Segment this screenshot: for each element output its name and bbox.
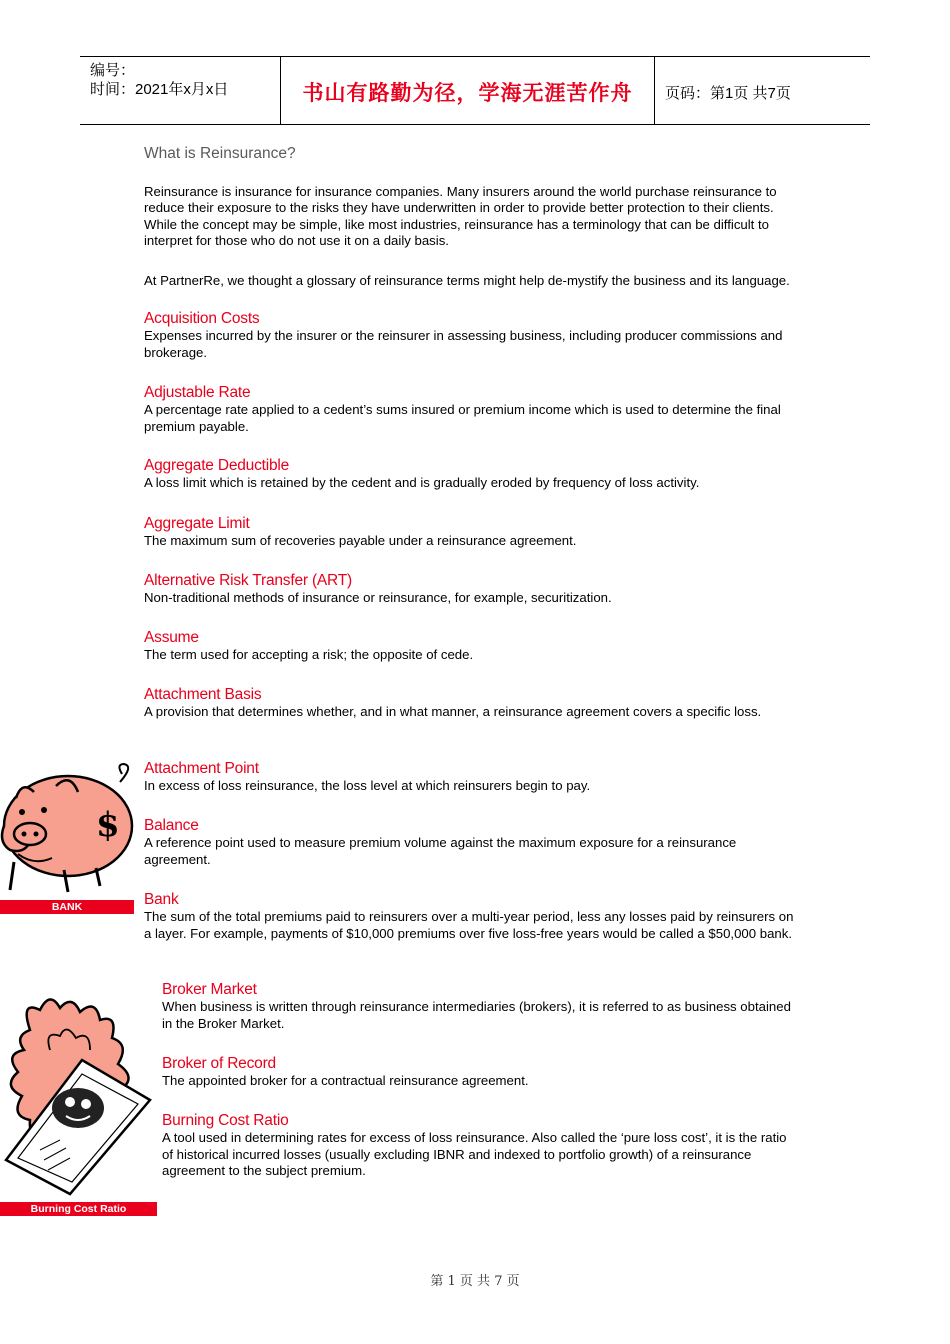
term-name: Assume [144, 629, 199, 646]
term-name: Aggregate Deductible [144, 457, 290, 474]
glossary-term [162, 1112, 794, 1180]
term-definition: The maximum sum of recoveries payable under a reinsurance agreement. [144, 533, 577, 548]
term-definition: Expenses incurred by the insurer or the reinsurer in assessing business, including producer commissions and brokerage. [144, 328, 783, 360]
glossary-term [144, 817, 794, 868]
page-title: What is Reinsurance? [144, 145, 296, 162]
intro-section [144, 146, 794, 289]
term-name: Attachment Basis [144, 686, 262, 703]
svg-text:$: $ [96, 805, 120, 845]
term-definition: A reference point used to measure premium volume against the maximum exposure for a reinsurance agreement. [144, 835, 737, 867]
glossary-term [144, 686, 794, 721]
term-name: Balance [144, 817, 199, 834]
header-page-info: 页码：第1页 共7页 [665, 85, 791, 102]
term-definition: The sum of the total premiums paid to reinsurers over a multi-year period, less any losses paid by reinsurers on a layer. For example, payments of $10,000 premiums over five loss-free years would be called a $50,000 bank. [144, 909, 794, 941]
term-name: Burning Cost Ratio [162, 1112, 289, 1129]
intro-paragraph: At PartnerRe, we thought a glossary of reinsurance terms might help de-mystify the business and its language. [144, 272, 790, 288]
document-header [80, 56, 870, 125]
glossary-term [144, 310, 794, 361]
term-definition: A provision that determines whether, and in what manner, a reinsurance agreement covers a specific loss. [144, 704, 762, 719]
piggy-bank-illustration [0, 758, 140, 898]
term-definition: A percentage rate applied to a cedent’s sums insured or premium income which is used to determine the final premium payable. [144, 402, 781, 434]
glossary-term [144, 629, 794, 664]
burning-money-illustration [0, 990, 158, 1202]
piggy-bank-icon [0, 758, 140, 898]
burning-cost-caption: Burning Cost Ratio [0, 1202, 157, 1216]
term-name: Attachment Point [144, 760, 259, 777]
header-motto: 书山有路勤为径，学海无涯苦作舟 [281, 57, 655, 124]
term-name: Bank [144, 891, 179, 908]
glossary-term [144, 515, 794, 550]
bank-caption: BANK [0, 900, 134, 914]
term-name: Alternative Risk Transfer (ART) [144, 572, 352, 589]
glossary-term [144, 760, 794, 795]
term-definition: A tool used in determining rates for excess of loss reinsurance. Also called the ‘pure loss cost’, it is the ratio of historical incurred losses (usually excluding IBNR and indexed to portfolio growth) of a reinsurance agreement to the subject premium. [162, 1130, 787, 1178]
term-definition: The appointed broker for a contractual reinsurance agreement. [162, 1073, 529, 1088]
time-label: 时间：2021年x月x日 [90, 81, 229, 98]
glossary-term [162, 1055, 794, 1090]
burning-money-icon [0, 990, 158, 1202]
glossary-term [144, 457, 794, 492]
term-name: Adjustable Rate [144, 384, 251, 401]
glossary-term [144, 891, 794, 942]
serial-label: 编号： [90, 62, 136, 79]
term-name: Acquisition Costs [144, 310, 260, 327]
glossary-term [162, 981, 794, 1032]
intro-paragraph: Reinsurance is insurance for insurance companies. Many insurers around the world purchase reinsurance to reduce their exposure to the risks they have underwritten in order to provide better protection to their clients. While the concept may be simple, like most industries, reinsurance has a terminology that can be difficult to interpret for those who do not use it on a daily basis. [144, 183, 777, 248]
header-meta-cell [80, 57, 281, 124]
term-name: Aggregate Limit [144, 515, 250, 532]
term-name: Broker Market [162, 981, 257, 998]
glossary-term [144, 384, 794, 435]
page-footer: 第 1 页 共 7 页 [430, 1274, 520, 1289]
term-name: Broker of Record [162, 1055, 276, 1072]
term-definition: The term used for accepting a risk; the opposite of cede. [144, 647, 474, 662]
term-definition: A loss limit which is retained by the cedent and is gradually eroded by frequency of loss activity. [144, 475, 700, 490]
term-definition: Non-traditional methods of insurance or reinsurance, for example, securitization. [144, 590, 612, 605]
glossary-term [144, 572, 794, 607]
term-definition: In excess of loss reinsurance, the loss level at which reinsurers begin to pay. [144, 778, 591, 793]
term-definition: When business is written through reinsurance intermediaries (brokers), it is referred to as business obtained in the Broker Market. [162, 999, 791, 1031]
